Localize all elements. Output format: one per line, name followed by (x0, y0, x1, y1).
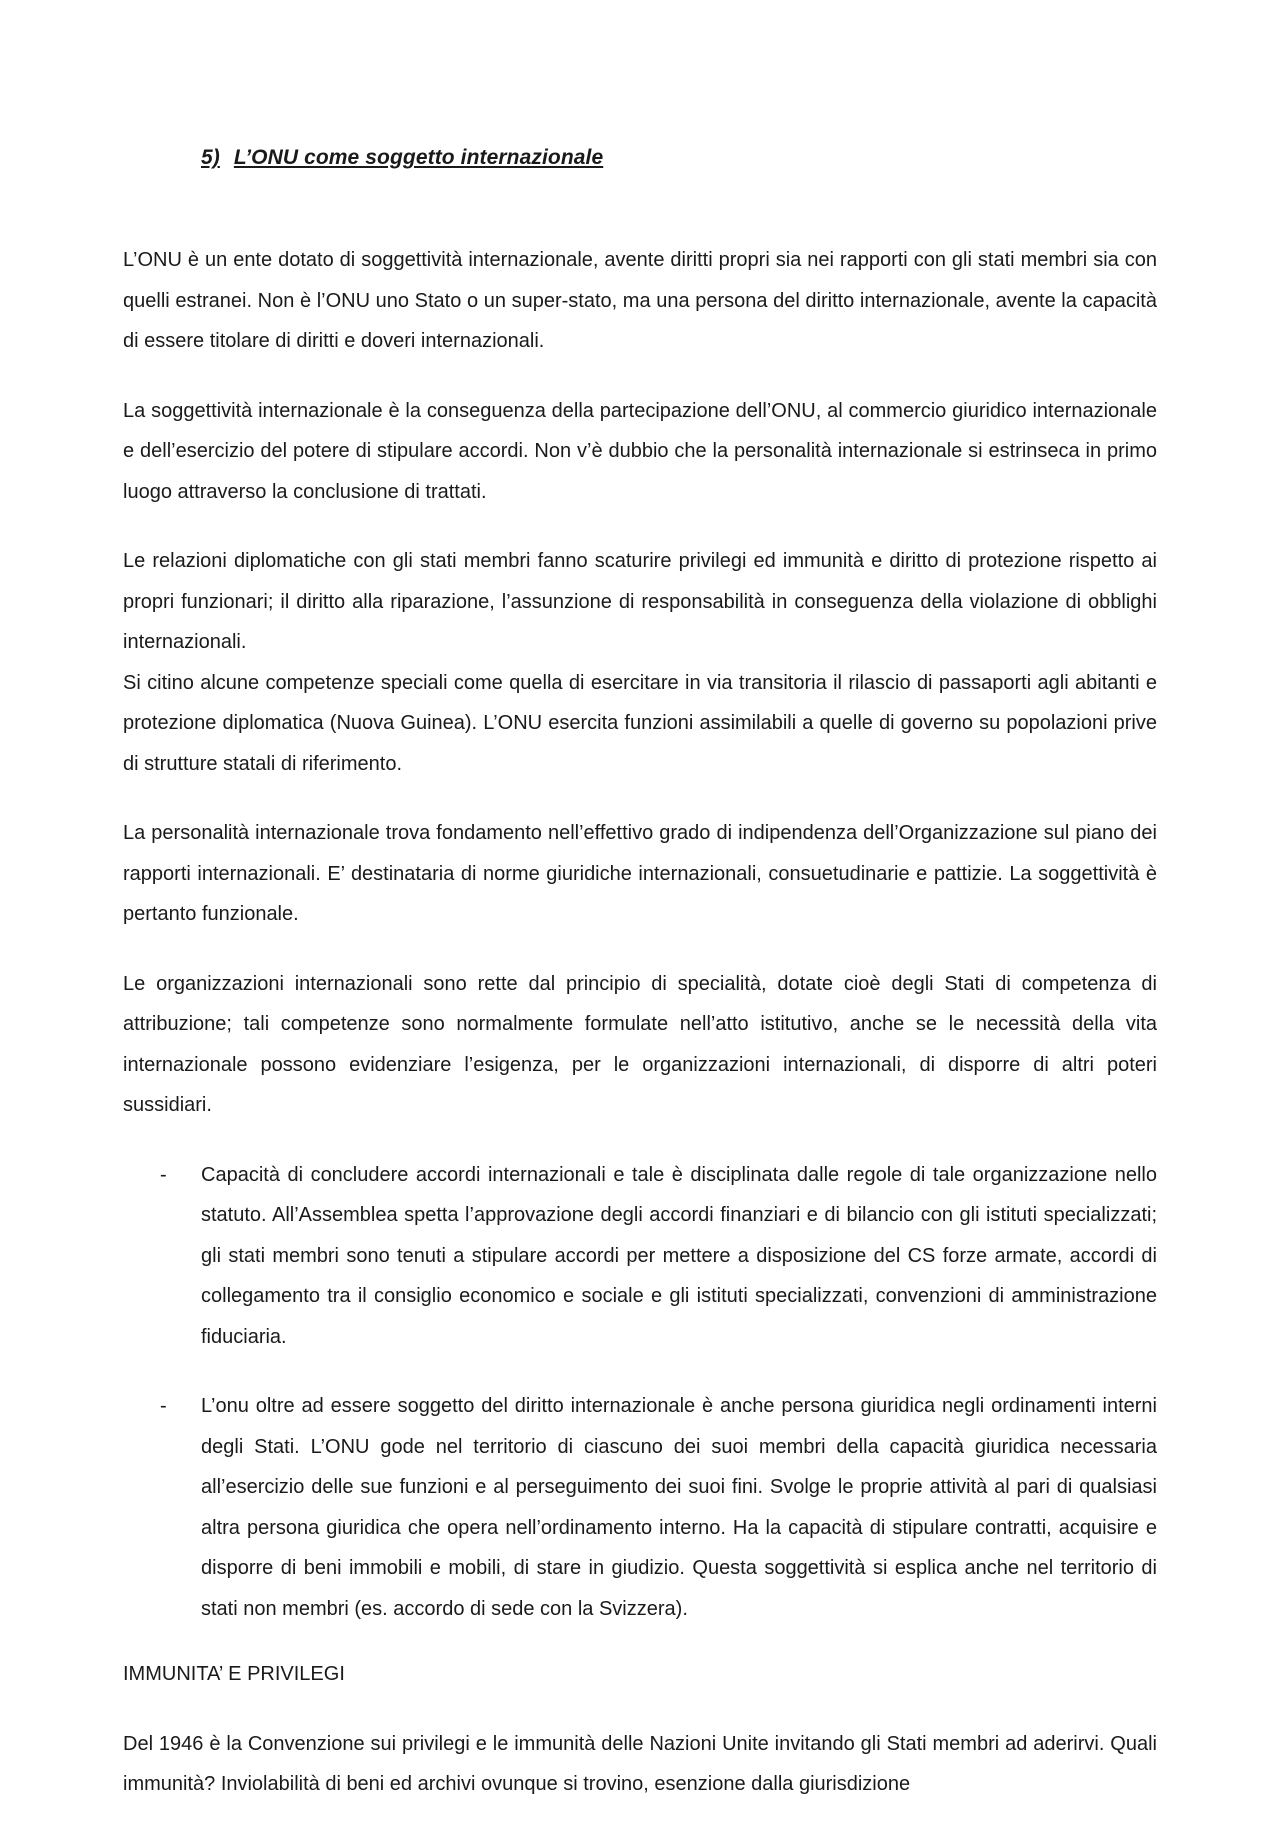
heading-title: L’ONU come soggetto internazionale (233, 146, 604, 169)
paragraph: Del 1946 è la Convenzione sui privilegi e le immunità delle Nazioni Unite invitando gli Stati membri ad aderirvi. Quali immunità? Inviolabilità di beni ed archivi ovunque si trovino, esenzione dalla giurisdizione (123, 1732, 1157, 1795)
list-bullet: - (160, 1395, 167, 1417)
list-item-text: Capacità di concludere accordi internazionali e tale è disciplinata dalle regole di tale organizzazione nello statuto. All’Assemblea spetta l’approvazione degli accordi finanziari e di bilancio con gli istituti specializzati; gli stati membri sono tenuti a stipulare accordi per mettere a disposizione del CS forze armate, accordi di collegamento tra il consiglio economico e sociale e gli istituti specializzati, convenzioni di amministrazione fiduciaria. (201, 1163, 1157, 1348)
subsection-title: IMMUNITA’ E PRIVILEGI (123, 1663, 345, 1685)
paragraph: Le relazioni diplomatiche con gli stati membri fanno scaturire privilegi ed immunità e diritto di protezione rispetto ai propri funzionari; il diritto alla riparazione, l’assunzione di responsabilità in conseguenza della violazione di obblighi internazionali. (123, 550, 1157, 653)
list-item (123, 1155, 1157, 1358)
bullet-list (123, 1155, 1157, 1630)
heading-number: 5) (201, 146, 220, 169)
paragraph: Si citino alcune competenze speciali come quella di esercitare in via transitoria il rilascio di passaporti agli abitanti e protezione diplomatica (Nuova Guinea). L’ONU esercita funzioni assimilabili a quelle di governo su popolazioni prive di strutture statali di riferimento. (123, 671, 1157, 775)
section-heading (201, 146, 603, 170)
list-item (123, 1386, 1157, 1629)
paragraph: La soggettività internazionale è la conseguenza della partecipazione dell’ONU, al commercio giuridico internazionale e dell’esercizio del potere di stipulare accordi. Non v’è dubbio che la personalità internazionale si estrinseca in primo luogo attraverso la conclusione di trattati. (123, 399, 1157, 503)
list-item-text: L’onu oltre ad essere soggetto del diritto internazionale è anche persona giuridica negli ordinamenti interni degli Stati. L’ONU gode nel territorio di ciascuno dei suoi membri della capacità giuridica necessaria all’esercizio delle sue funzioni e al perseguimento dei suoi fini. Svolge le proprie attività al pari di qualsiasi altra persona giuridica che opera nell’ordinamento interno. Ha la capacità di stipulare contratti, acquisire e disporre di beni immobili e mobili, di stare in giudizio. Questa soggettività si esplica anche nel territorio di stati non membri (es. accordo di sede con la Svizzera). (201, 1395, 1157, 1620)
paragraph: La personalità internazionale trova fondamento nell’effettivo grado di indipendenza dell’Organizzazione sul piano dei rapporti internazionali. E’ destinataria di norme giuridiche internazionali, consuetudinarie e pattizie. La soggettività è pertanto funzionale. (123, 822, 1157, 925)
paragraph: L’ONU è un ente dotato di soggettività internazionale, avente diritti propri sia nei rapporti con gli stati membri sia con quelli estranei. Non è l’ONU uno Stato o un super-stato, ma una persona del diritto internazionale, avente la capacità di essere titolare di diritti e doveri internazionali. (123, 249, 1157, 352)
list-bullet: - (160, 1163, 167, 1186)
document-body (123, 240, 1157, 1834)
paragraph: Le organizzazioni internazionali sono rette dal principio di specialità, dotate cioè degli Stati di competenza di attribuzione; tali competenze sono normalmente formulate nell’atto istitutivo, anche se le necessità della vita internazionale possono evidenziare l’esigenza, per le organizzazioni internazionali, di disporre di altri poteri sussidiari. (123, 972, 1157, 1116)
